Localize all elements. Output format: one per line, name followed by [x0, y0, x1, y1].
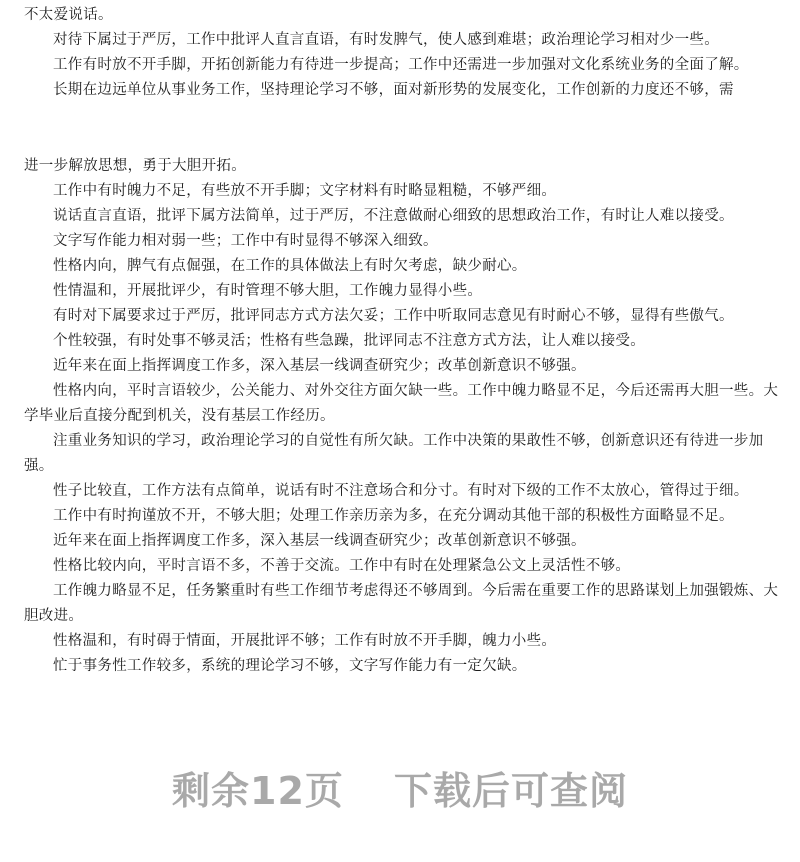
paragraph-18: 性格比较内向，平时言语不多，不善于交流。工作中有时在处理紧急公文上灵活性不够。 [53, 558, 631, 574]
paragraph-11: 个性较强，有时处事不够灵活；性格有些急躁，批评同志不注意方式方法，让人难以接受。 [53, 333, 645, 349]
remaining-pages-label: 剩余12页 [172, 769, 344, 813]
paragraph-10: 有时对下属要求过于严厉，批评同志方式方法欠妥；工作中听取同志意见有时耐心不够，显得有些傲气。 [53, 308, 734, 324]
paragraph-13: 性格内向，平时言语较少，公关能力、对外交往方面欠缺一些。工作中魄力略显不足，今后还需再大胆一些。大学毕业后直接分配到机关，没有基层工作经历。 [24, 383, 779, 424]
paragraph-5: 工作中有时魄力不足，有些放不开手脚；文字材料有时略显粗糙，不够严细。 [53, 183, 557, 199]
paragraph-21: 忙于事务性工作较多，系统的理论学习不够，文字写作能力有一定欠缺。 [53, 658, 527, 674]
paragraph-4: 进一步解放思想，勇于大胆开拓。 [24, 158, 246, 174]
paragraph-19: 工作魄力略显不足，任务繁重时有些工作细节考虑得还不够周到。今后需在重要工作的思路谋划上加强锻炼、大胆改进。 [24, 583, 779, 624]
paragraph-6: 说话直言直语，批评下属方法简单，过于严厉，不注意做耐心细致的思想政治工作，有时让人难以接受。 [53, 208, 734, 224]
paragraph-2: 工作有时放不开手脚，开拓创新能力有待进一步提高；工作中还需进一步加强对文化系统业务的全面了解。 [53, 57, 749, 73]
download-prompt-banner[interactable] [0, 760, 800, 815]
paragraph-14: 注重业务知识的学习，政治理论学习的自觉性有所欠缺。工作中决策的果敢性不够，创新意识还有待进一步加强。 [24, 433, 764, 474]
paragraph-20: 性格温和，有时碍于情面，开展批评不够；工作有时放不开手脚，魄力小些。 [53, 633, 557, 649]
paragraph-12: 近年来在面上指挥调度工作多，深入基层一线调查研究少；改革创新意识不够强。 [53, 358, 586, 374]
download-to-view-label: 下载后可查阅 [393, 769, 628, 813]
paragraph-15: 性子比较直，工作方法有点简单，说话有时不注意场合和分寸。有时对下级的工作不太放心，管得过于细。 [53, 483, 749, 499]
paragraph-0: 不太爱说话。 [24, 7, 113, 23]
paragraph-8: 性格内向，脾气有点倔强，在工作的具体做法上有时欠考虑，缺少耐心。 [53, 258, 527, 274]
paragraph-9: 性情温和，开展批评少，有时管理不够大胆，工作魄力显得小些。 [53, 283, 483, 299]
paragraph-16: 工作中有时拘谨放不开，不够大胆；处理工作亲历亲为多，在充分调动其他干部的积极性方面略显不足。 [53, 508, 734, 524]
paragraph-3: 长期在边远单位从事业务工作，坚持理论学习不够，面对新形势的发展变化，工作创新的力度还不够，需 [53, 82, 734, 98]
paragraph-7: 文字写作能力相对弱一些；工作中有时显得不够深入细致。 [53, 233, 438, 249]
paragraph-1: 对待下属过于严厉，工作中批评人直言直语，有时发脾气，使人感到难堪；政治理论学习相对少一些。 [53, 32, 719, 48]
paragraph-17: 近年来在面上指挥调度工作多，深入基层一线调查研究少；改革创新意识不够强。 [53, 533, 586, 549]
